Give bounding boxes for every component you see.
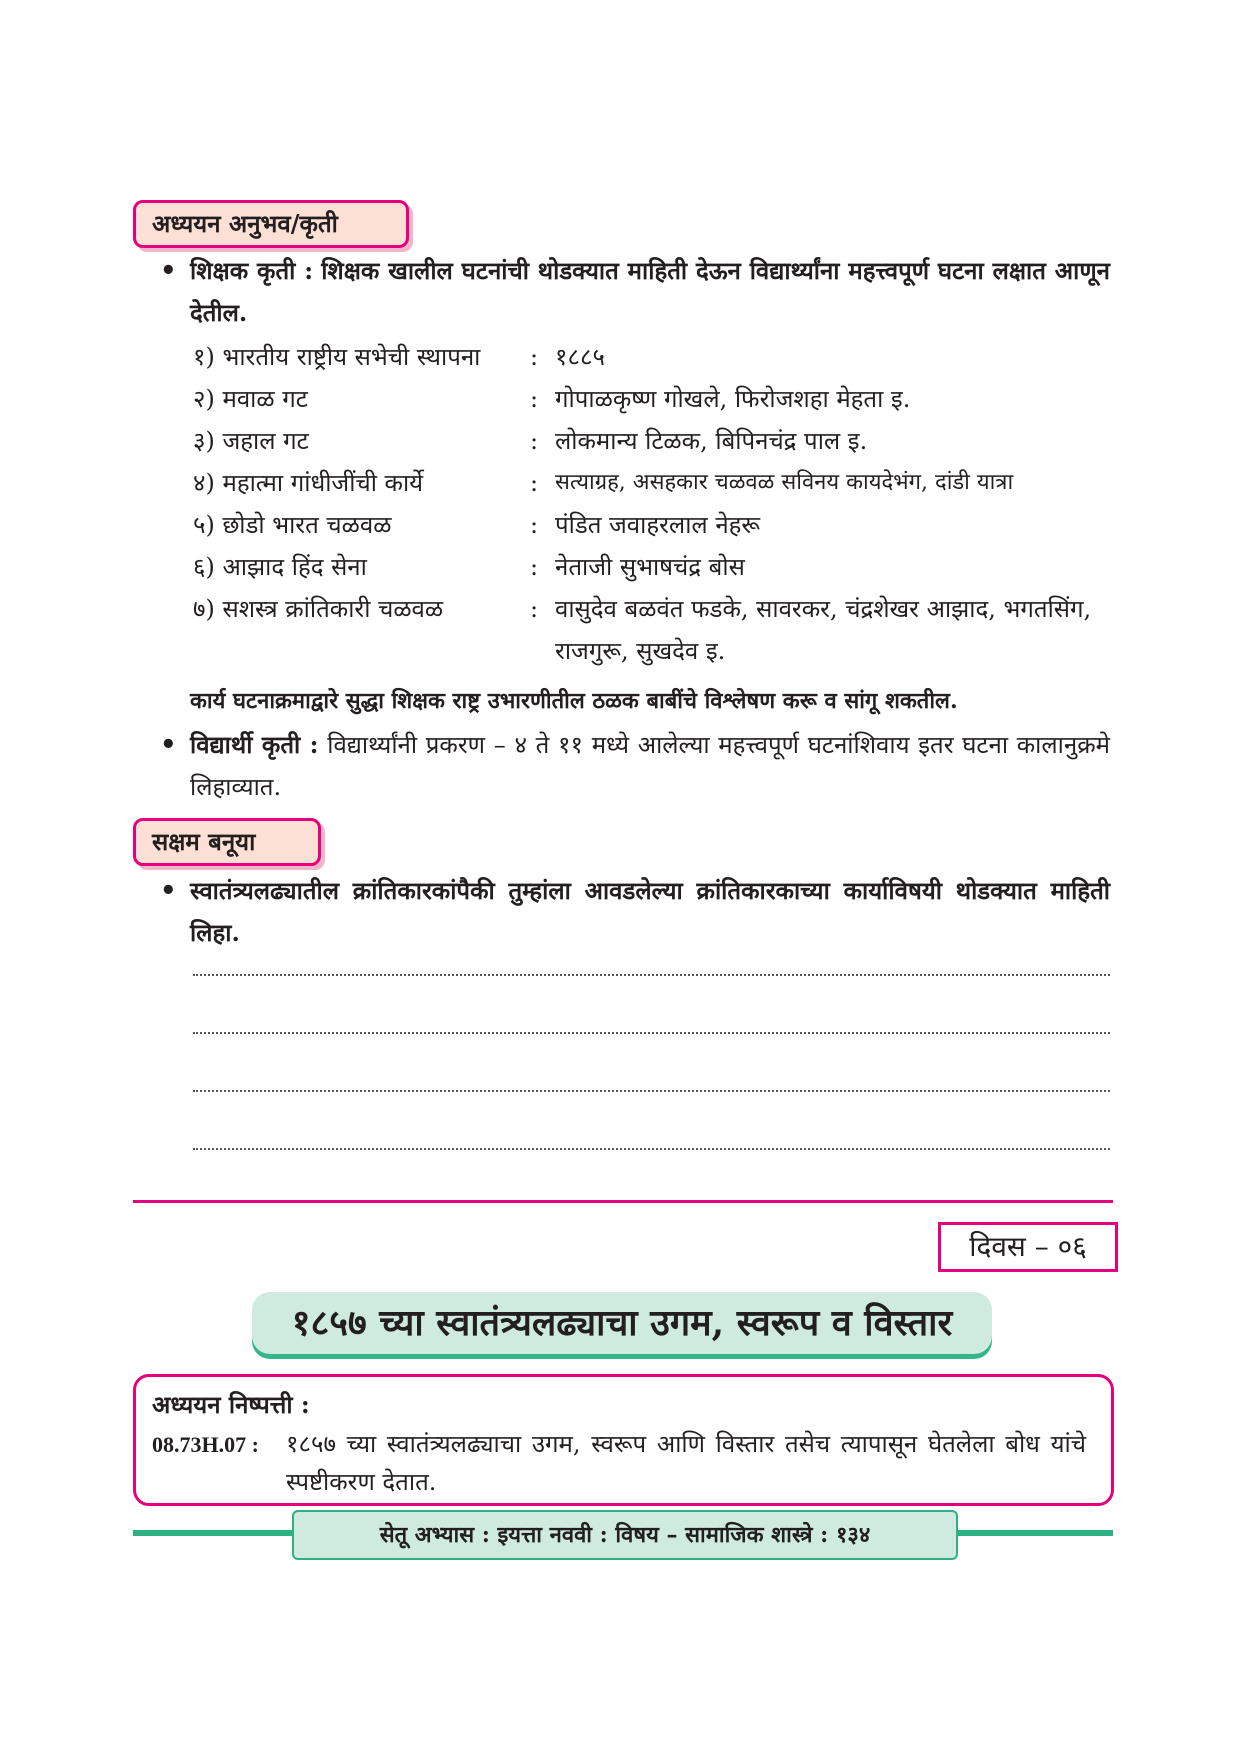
- student-activity-lead: विद्यार्थी कृती :: [190, 730, 319, 759]
- section-divider: [133, 1200, 1113, 1203]
- bullet-icon: •: [160, 256, 177, 286]
- event-row: [193, 504, 1110, 546]
- event-row: [193, 462, 1110, 504]
- teacher-activity-lead: शिक्षक कृती :: [190, 256, 314, 285]
- teacher-activity-text: शिक्षक खालील घटनांची थोडक्यात माहिती देऊन विद्यार्थ्यांना महत्त्वपूर्ण घटना लक्षात आणून देतील.: [190, 256, 1110, 327]
- event-label: ३) जहाल गट: [193, 427, 309, 455]
- answer-line[interactable]: [193, 1146, 1110, 1150]
- learning-outcome-box: [133, 1374, 1114, 1506]
- outcome-heading: अध्ययन निष्पत्ती :: [152, 1390, 310, 1419]
- event-label: ६) आझाद हिंद सेना: [193, 553, 367, 581]
- event-value: वासुदेव बळवंत फडके, सावरकर, चंद्रशेखर आझाद, भगतसिंग, राजगुरू, सुखदेव इ.: [555, 595, 1092, 665]
- event-row: [193, 378, 1110, 420]
- event-colon: :: [530, 385, 539, 413]
- bullet-icon: •: [160, 876, 177, 906]
- chapter-title: १८५७ च्या स्वातंत्र्यलढ्याचा उगम, स्वरूप व विस्तार: [252, 1292, 992, 1354]
- outcome-text: १८५७ च्या स्वातंत्र्यलढ्याचा उगम, स्वरूप आणि विस्तार तसेच त्यापासून घेतलेला बोध यांचे स्पष्टीकरण देतात.: [286, 1430, 1086, 1496]
- event-colon: :: [530, 427, 539, 455]
- event-value: सत्याग्रह, असहकार चळवळ सविनय कायदेभंग, दांडी यात्रा: [555, 470, 1014, 495]
- student-activity-text: विद्यार्थ्यांनी प्रकरण – ४ ते ११ मध्ये आलेल्या महत्त्वपूर्ण घटनांशिवाय इतर घटना कालानुक्रमे लिहाव्यात.: [190, 731, 1110, 801]
- event-value: पंडित जवाहरलाल नेहरू: [555, 511, 761, 539]
- event-colon: :: [530, 343, 539, 371]
- section-tag-learning-experience: अध्ययन अनुभव/कृती: [133, 200, 409, 248]
- day-label: दिवस – ०६: [938, 1222, 1118, 1272]
- teacher-activity-paragraph: [190, 250, 1110, 334]
- event-value: नेताजी सुभाषचंद्र बोस: [555, 553, 745, 581]
- event-row: [193, 336, 1110, 378]
- event-colon: :: [530, 469, 539, 497]
- event-row: [193, 546, 1110, 588]
- event-label: १) भारतीय राष्ट्रीय सभेची स्थापना: [193, 343, 481, 371]
- footer-label: सेतू अभ्यास : इयत्ता नववी : विषय – सामाजिक शास्त्रे : १३४: [292, 1510, 958, 1560]
- event-row: [193, 420, 1110, 462]
- outcome-code: 08.73H.07 :: [152, 1432, 259, 1457]
- event-label: ४) महात्मा गांधीजींची कार्ये: [193, 469, 424, 497]
- event-value: १८८५: [555, 343, 605, 371]
- event-value: गोपाळकृष्ण गोखले, फिरोजशहा मेहता इ.: [555, 385, 911, 413]
- event-colon: :: [530, 511, 539, 539]
- event-row: [193, 588, 1110, 672]
- event-value: लोकमान्य टिळक, बिपिनचंद्र पाल इ.: [555, 427, 868, 455]
- event-label: २) मवाळ गट: [193, 385, 308, 413]
- answer-line[interactable]: [193, 1030, 1110, 1034]
- exercise-prompt: स्वातंत्र्यलढ्यातील क्रांतिकारकांपैकी तुम्हांला आवडलेल्या क्रांतिकारकाच्या कार्याविषयी थोडक्यात माहिती लिहा.: [190, 876, 1110, 947]
- answer-line[interactable]: [193, 1088, 1110, 1092]
- answer-line[interactable]: [193, 972, 1110, 976]
- event-label: ७) सशस्त्र क्रांतिकारी चळवळ: [193, 595, 444, 623]
- bullet-icon: •: [160, 730, 177, 760]
- analysis-note: कार्य घटनाक्रमाद्वारे सुद्धा शिक्षक राष्ट्र उभारणीतील ठळक बाबींचे विश्लेषण करू व सांगू शकतील.: [190, 688, 958, 714]
- event-colon: :: [530, 595, 539, 623]
- section-tag-become-capable: सक्षम बनूया: [133, 818, 321, 866]
- event-colon: :: [530, 553, 539, 581]
- event-label: ५) छोडो भारत चळवळ: [193, 511, 392, 539]
- student-activity-paragraph: [190, 724, 1110, 808]
